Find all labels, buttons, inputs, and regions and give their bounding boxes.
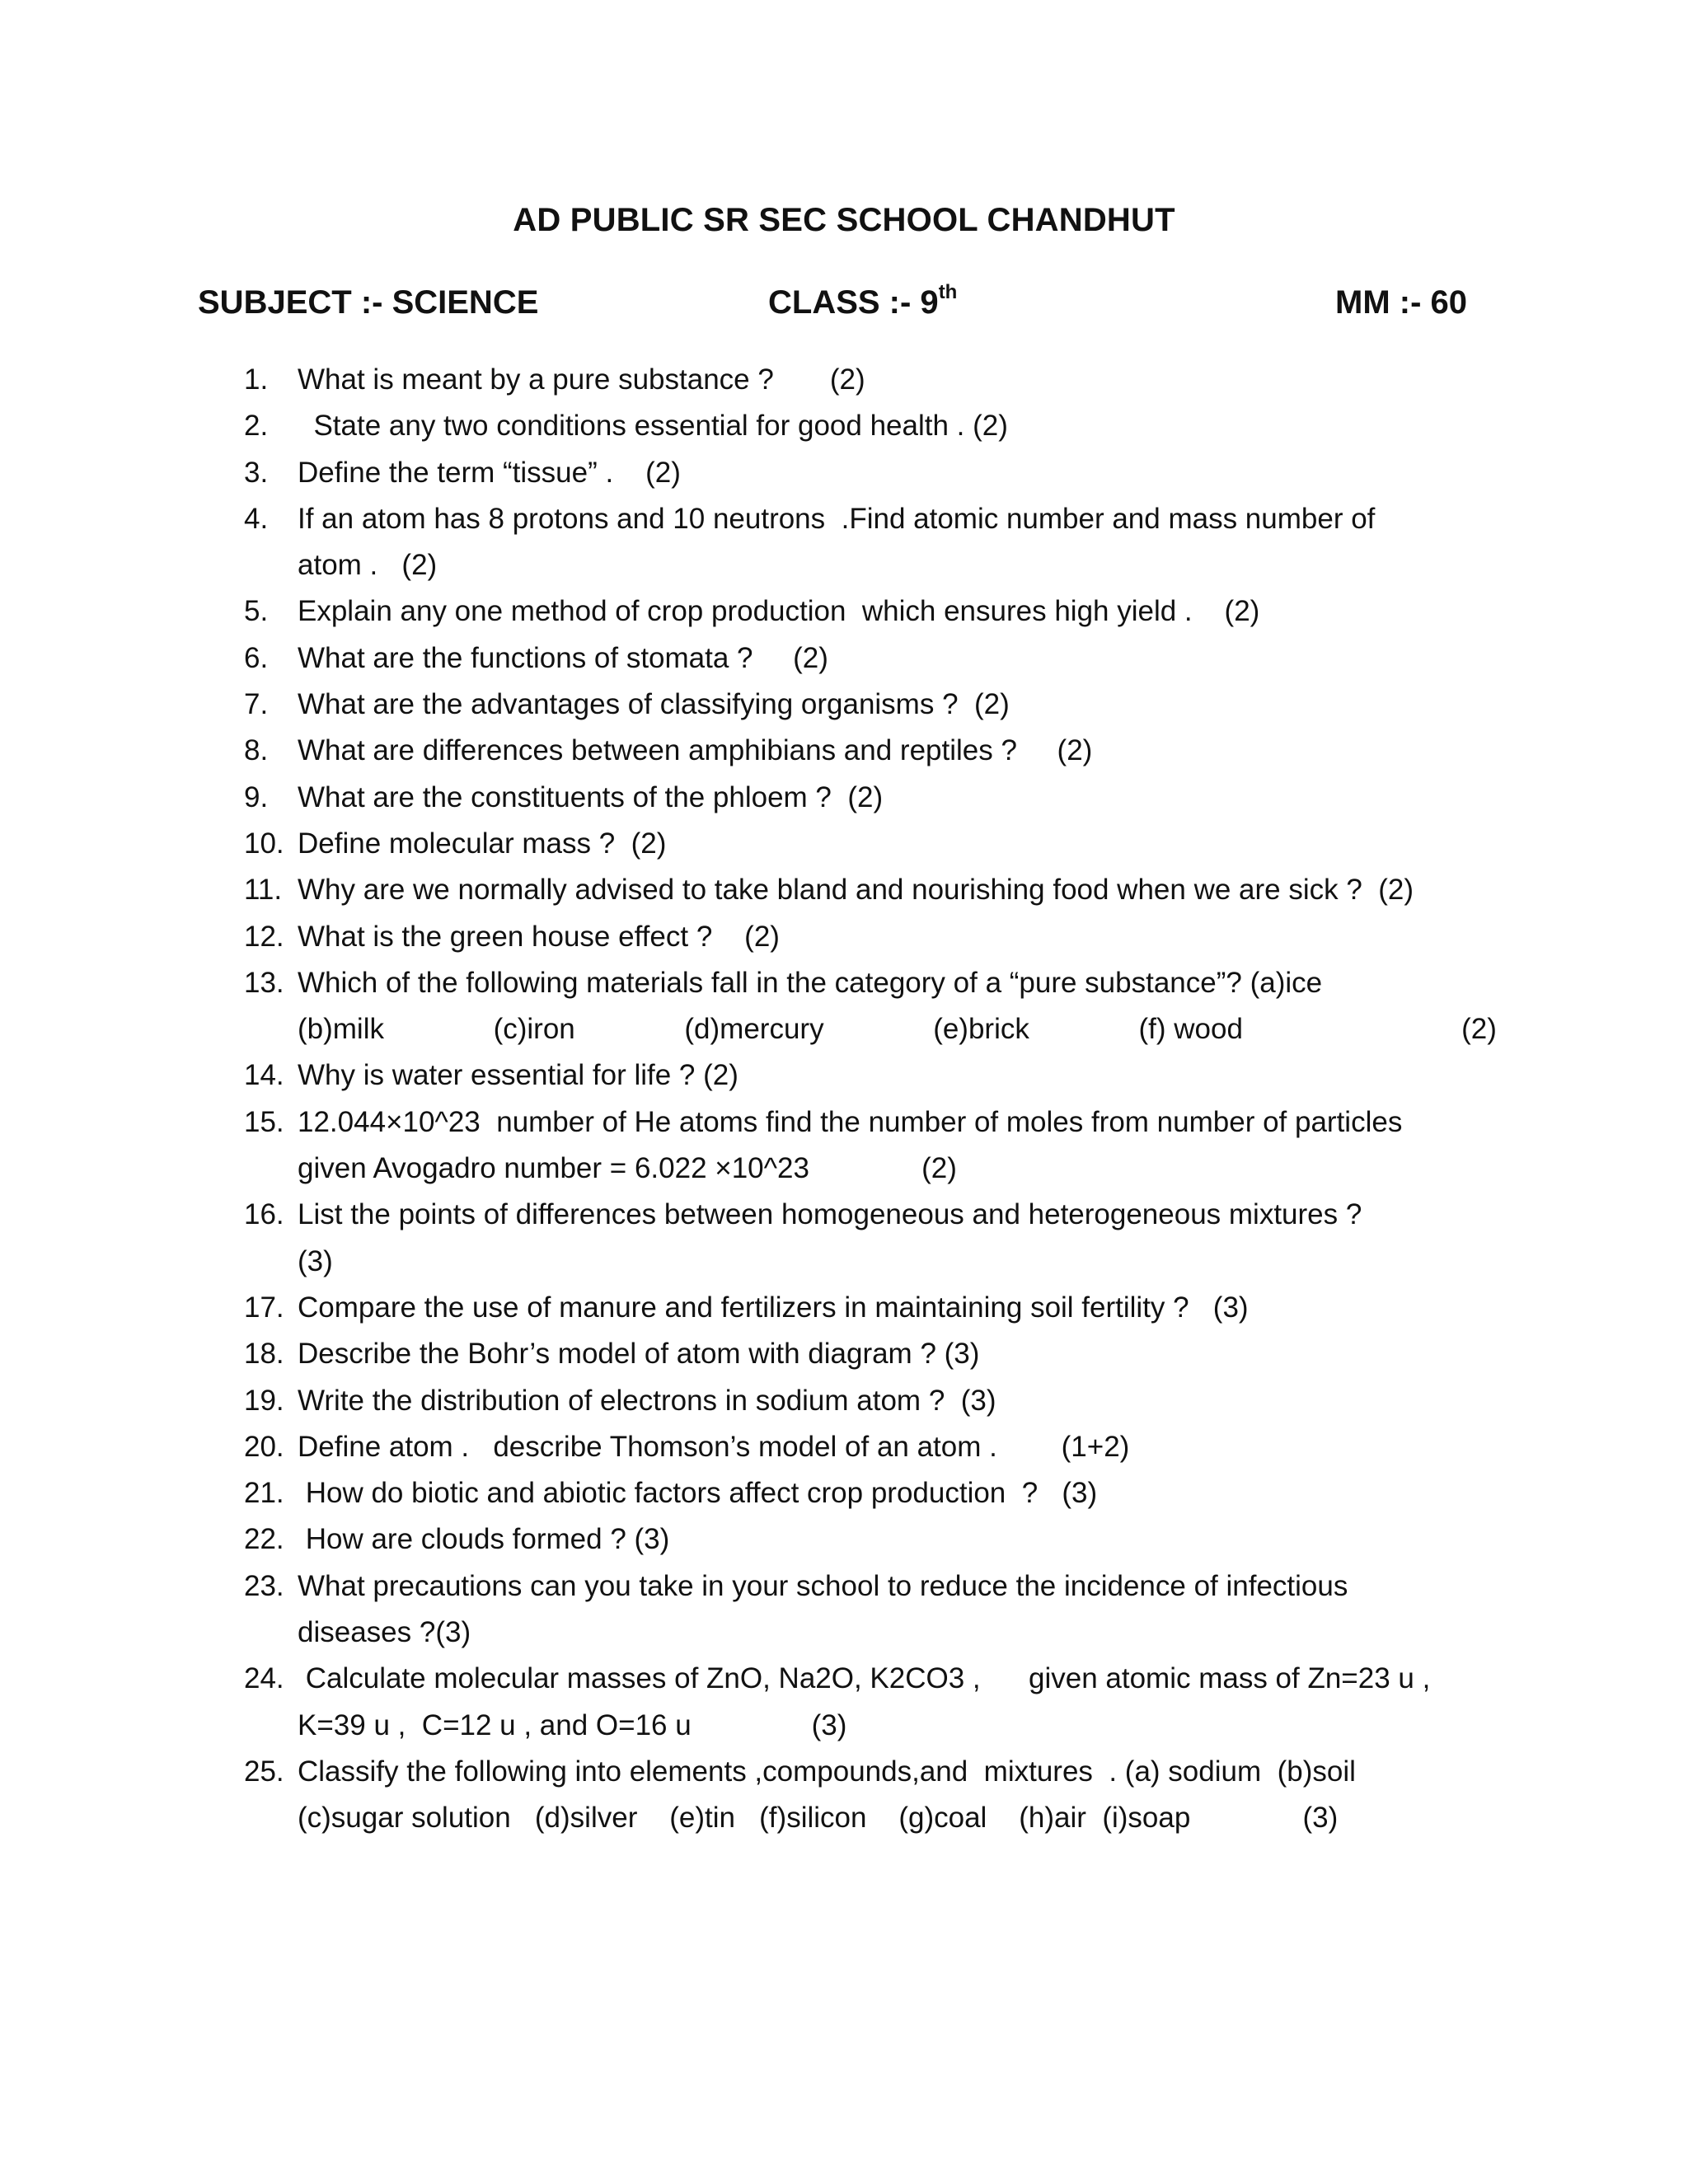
question-item [244, 1563, 1497, 1657]
option-text: (2) [1461, 1013, 1497, 1046]
question-text: If an atom has 8 protons and 10 neutrons .Find atomic number and mass number of [298, 502, 1376, 535]
question-item [244, 1516, 1497, 1563]
question-text: How are clouds formed ? (3) [298, 1523, 670, 1556]
question-item [244, 1656, 1497, 1749]
question-text: How do biotic and abiotic factors affect crop production ? (3) [298, 1477, 1098, 1510]
question-text: Describe the Bohr’s model of atom with diagram ? (3) [298, 1338, 980, 1371]
question-item [244, 1192, 1497, 1285]
option-text: (d)mercury [684, 1013, 824, 1046]
question-item [244, 1470, 1497, 1516]
question-number: 15. [244, 1105, 284, 1138]
question-item [244, 1052, 1497, 1099]
question-text: Classify the following into elements ,compounds,and mixtures . (a) sodium (b)soil [298, 1755, 1356, 1788]
question-number: 2. [244, 410, 269, 443]
option-text: (b)milk [298, 1013, 384, 1046]
question-item [244, 1749, 1497, 1842]
question-text: diseases ?(3) [298, 1616, 471, 1649]
question-text: What is meant by a pure substance ? (2) [298, 363, 865, 396]
question-text: given Avogadro number = 6.022 ×10^23 (2) [298, 1152, 957, 1185]
question-number: 8. [244, 734, 269, 767]
question-number: 5. [244, 595, 269, 628]
question-number: 22. [244, 1523, 284, 1556]
question-text: Define atom . describe Thomson’s model of an atom . (1+2) [298, 1430, 1130, 1463]
question-item [244, 682, 1497, 728]
max-marks: MM :- 60 [1335, 284, 1467, 321]
subject-label: SUBJECT :- SCIENCE [198, 284, 539, 321]
question-item [244, 960, 1497, 1053]
question-number: 7. [244, 688, 269, 721]
question-item [244, 1424, 1497, 1470]
question-item [244, 1378, 1497, 1424]
question-item [244, 867, 1497, 913]
question-item [244, 357, 1497, 403]
question-item [244, 728, 1497, 774]
question-number: 14. [244, 1059, 284, 1092]
question-text: Define molecular mass ? (2) [298, 827, 667, 860]
question-item [244, 588, 1497, 635]
question-item [244, 775, 1497, 821]
question-number: 23. [244, 1569, 284, 1602]
class-label [768, 281, 958, 321]
question-item [244, 1331, 1497, 1377]
question-text: What are the advantages of classifying organisms ? (2) [298, 688, 1010, 721]
question-text: Define the term “tissue” . (2) [298, 456, 681, 489]
question-number: 11. [244, 874, 283, 907]
question-number: 24. [244, 1662, 284, 1695]
question-number: 3. [244, 456, 269, 489]
question-number: 20. [244, 1430, 284, 1463]
class-text: CLASS :- 9 [768, 284, 939, 321]
question-item [244, 496, 1497, 589]
question-item [244, 1099, 1497, 1193]
question-number: 12. [244, 920, 284, 953]
question-item [244, 914, 1497, 960]
question-text: State any two conditions essential for good health . (2) [298, 410, 1008, 443]
question-number: 13. [244, 966, 284, 999]
option-text: (e)brick [933, 1013, 1029, 1046]
question-text: List the points of differences between homogeneous and heterogeneous mixtures ? [298, 1198, 1362, 1231]
question-number: 17. [244, 1291, 284, 1324]
question-text: Why are we normally advised to take bland and nourishing food when we are sick ? (2) [298, 874, 1414, 907]
question-text: (c)sugar solution (d)silver (e)tin (f)silicon (g)coal (h)air (i)soap (3) [298, 1802, 1339, 1835]
question-text: What precautions can you take in your school to reduce the incidence of infectious [298, 1569, 1348, 1602]
question-text: (3) [298, 1244, 333, 1277]
question-text: Why is water essential for life ? (2) [298, 1059, 738, 1092]
question-number: 21. [244, 1477, 284, 1510]
question-text: What are differences between amphibians and reptiles ? (2) [298, 734, 1093, 767]
question-item [244, 403, 1497, 449]
class-superscript: th [938, 281, 958, 303]
question-number: 6. [244, 641, 269, 674]
question-list [244, 357, 1497, 1842]
question-number: 18. [244, 1338, 284, 1371]
question-number: 25. [244, 1755, 284, 1788]
question-number: 4. [244, 502, 269, 535]
question-text: What are the functions of stomata ? (2) [298, 641, 828, 674]
school-name: AD PUBLIC SR SEC SCHOOL CHANDHUT [513, 202, 1175, 238]
question-text: Compare the use of manure and fertilizers in maintaining soil fertility ? (3) [298, 1291, 1249, 1324]
question-text: K=39 u , C=12 u , and O=16 u (3) [298, 1708, 847, 1741]
question-text: Calculate molecular masses of ZnO, Na2O, K2CO3 , given atomic mass of Zn=23 u , [298, 1662, 1431, 1695]
question-text: What are the constituents of the phloem ? (2) [298, 780, 884, 813]
option-text: (f) wood [1138, 1013, 1243, 1046]
question-text: Write the distribution of electrons in sodium atom ? (3) [298, 1384, 996, 1417]
question-item [244, 450, 1497, 496]
question-item [244, 1285, 1497, 1331]
question-number: 16. [244, 1198, 284, 1231]
question-number: 9. [244, 780, 269, 813]
question-text: Explain any one method of crop production which ensures high yield . (2) [298, 595, 1260, 628]
option-text: (c)iron [493, 1013, 575, 1046]
question-number: 19. [244, 1384, 284, 1417]
question-text: Which of the following materials fall in the category of a “pure substance”? (a)ice [298, 966, 1323, 999]
question-text: atom . (2) [298, 549, 438, 582]
question-text: What is the green house effect ? (2) [298, 920, 780, 953]
question-number: 10. [244, 827, 284, 860]
question-number: 1. [244, 363, 269, 396]
question-text: 12.044×10^23 number of He atoms find the number of moles from number of particles [298, 1105, 1403, 1138]
question-item [244, 821, 1497, 867]
question-item [244, 635, 1497, 682]
options-row [298, 1006, 1497, 1052]
